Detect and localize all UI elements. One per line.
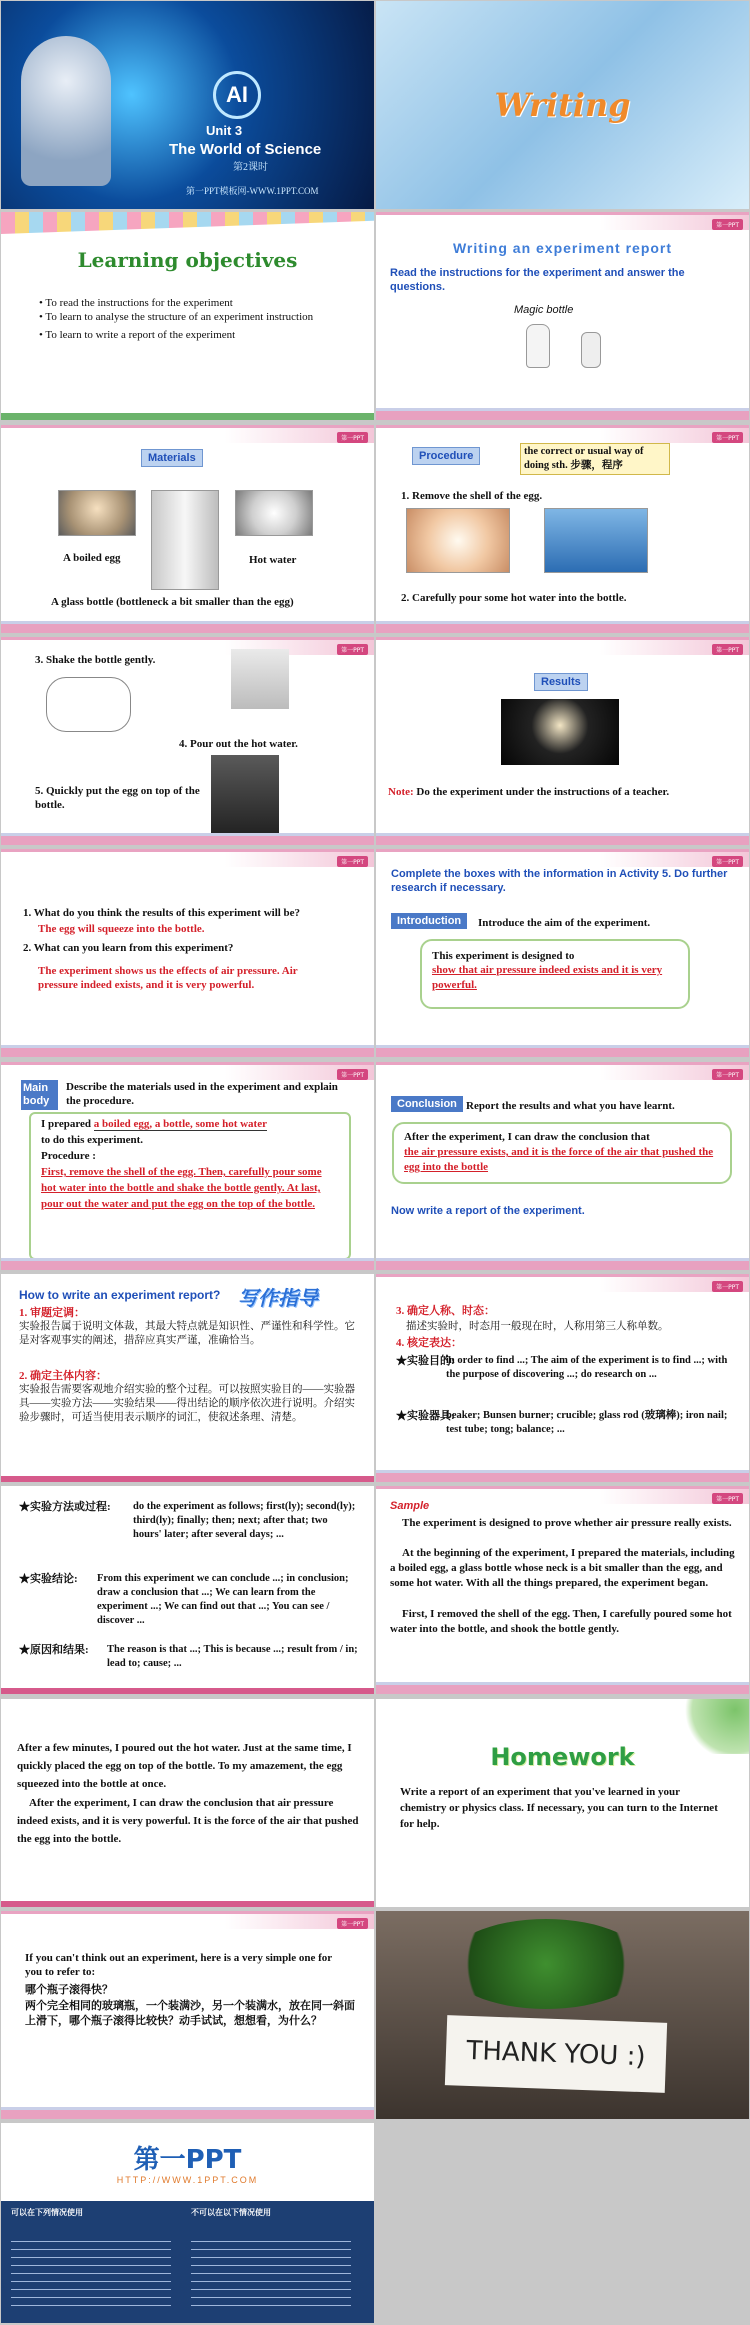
site-label: 第一PPT模板网-WWW.1PPT.COM (186, 186, 319, 196)
bottle-image (581, 332, 601, 368)
slide-sample (376, 1486, 749, 1694)
lesson-label: 第2课时 (233, 162, 268, 173)
prepared-answer: a boiled egg, a bottle, some hot water (93, 1118, 267, 1130)
sample-paragraph-1: The experiment is designed to prove whether air pressure really exists. (402, 1517, 732, 1529)
introduction-desc: Introduce the aim of the experiment. (478, 917, 651, 929)
guide-point-3: 描述实验时，时态用一般现在时，人称用第三人称单数。 (406, 1321, 669, 1332)
main-body-desc: Describe the materials used in the experiment and explain the procedure. (66, 1081, 338, 1107)
cause-phrases: The reason is that ...; This is because ...; result from / in; lead to; cause; ... (107, 1644, 358, 1669)
sample-paragraph-2: At the beginning of the experiment, I prepared the materials, including a boiled egg, a glass bottle whose neck is a bit smaller than the egg, and some hot water. With all the things prepared, the experiment began. (390, 1547, 735, 1589)
brand-badge: 第一PPT (337, 644, 368, 655)
purpose-phrases: in order to find ...; The aim of the experiment is to find ...; with the purpose of discovering ...; do research on ... (446, 1355, 728, 1380)
brand-badge: 第一PPT (712, 1069, 743, 1080)
intro-lead: This experiment is designed to (432, 950, 575, 962)
glass-bottle-image (151, 490, 219, 590)
step-3: 3. Shake the bottle gently. (35, 654, 156, 666)
guide-point-3-title: 3. 确定人称、时态： (396, 1305, 495, 1317)
objectives-list (39, 296, 339, 342)
writing-guide-badge: 写作指导 (238, 1286, 318, 1310)
slide-brand (1, 2123, 374, 2323)
slide-how-to-write (1, 1274, 374, 1482)
shake-bottle-sketch (46, 677, 131, 732)
egg-label: A boiled egg (63, 552, 121, 564)
usage-allowed-heading: 可以在下列情况使用 (11, 2208, 83, 2217)
slide-title-text: The World of Science (169, 141, 322, 158)
sample-paragraph-5: After the experiment, I can draw the conclusion that air pressure indeed exists, and it is very powerful. It is the force of the air that pushed the egg into the bottle. (17, 1797, 359, 1845)
question-2: 2. What can you learn from this experiment? (23, 942, 234, 954)
results-label: Results (534, 673, 588, 691)
extra-question: 哪个瓶子滚得快？ (25, 1984, 113, 1996)
brand-badge: 第一PPT (712, 1493, 743, 1504)
water-label: Hot water (249, 554, 297, 566)
link-list (11, 2241, 171, 2311)
sample-paragraph-4: After a few minutes, I poured out the hot water. Just at the same time, I quickly placed the egg on top of the bottle. To my amazement, the egg squeezed into the bottle at once. (17, 1742, 352, 1790)
result-label: ★实验结论: (19, 1573, 78, 1585)
result-photo (501, 699, 619, 765)
prepared-lead: I prepared (41, 1118, 92, 1130)
prepared-tail: to do this experiment. (41, 1134, 144, 1146)
objective-item: • To learn to write a report of the experiment (39, 329, 236, 341)
write-report-prompt: Now write a report of the experiment. (391, 1205, 585, 1217)
plant-image (446, 1919, 646, 2009)
equipment-phrases: beaker; Bunsen burner; crucible; glass rod (玻璃棒); iron nail; test tube; tong; balance; ... (446, 1410, 728, 1435)
homework-text: Write a report of an experiment that you've learned in your chemistry or physics class. If necessary, you can turn to the Internet for help. (400, 1786, 718, 1830)
objectives-title: Learning objectives (77, 248, 298, 272)
complete-boxes-instruction: Complete the boxes with the information in Activity 5. Do further research if necessary. (391, 868, 728, 894)
writing-title: Writing (494, 86, 631, 124)
note-text: Do the experiment under the instructions of a teacher. (413, 786, 670, 798)
ai-badge: AI (213, 71, 261, 119)
main-body-label: Main body (21, 1080, 58, 1110)
sample-paragraph-3: First, I removed the shell of the egg. Then, I carefully poured some hot water into the bottle, and shook the bottle gently. (390, 1608, 732, 1635)
slide-questions (1, 849, 374, 1057)
objective-item: • To learn to analyse the structure of an experiment instruction (39, 311, 314, 323)
brand-badge: 第一PPT (712, 856, 743, 867)
extra-description: 两个完全相同的玻璃瓶，一个装满沙，另一个装满水，放在同一斜面上滑下，哪个瓶子滚得比较快？动手试试，想想看，为什么？ (25, 2000, 355, 2027)
slide-thank-you (376, 1911, 749, 2119)
homework-title: Homework (490, 1743, 635, 1771)
slide-procedure-1 (376, 425, 749, 633)
usage-forbidden-heading: 不可以在以下情况使用 (191, 2208, 271, 2217)
report-title: Writing an experiment report (452, 240, 673, 256)
step-1: 1. Remove the shell of the egg. (401, 490, 543, 502)
objective-item: • To read the instructions for the experiment (39, 297, 233, 309)
intro-answer: show that air pressure indeed exists and it is very powerful. (432, 964, 663, 991)
robot-image (21, 36, 111, 186)
method-phrases: do the experiment as follows; first(ly); second(ly); third(ly); finally; then; next; after that; two hours' later; after several days; ... (133, 1501, 356, 1540)
how-to-title: How to write an experiment report? (19, 1288, 221, 1302)
procedure-lead: Procedure : (41, 1150, 96, 1162)
slide-sample-cont (1, 1699, 374, 1907)
answer-1: The egg will squeeze into the bottle. (38, 923, 205, 935)
cause-label: ★原因和结果: (19, 1644, 89, 1656)
brand-badge: 第一PPT (712, 644, 743, 655)
instruction-question: Read the instructions for the experiment and answer the questions. (390, 267, 685, 293)
equipment-label: ★实验器具: (396, 1410, 455, 1422)
step-2: 2. Carefully pour some hot water into the bottle. (401, 592, 627, 604)
extra-intro: If you can't think out an experiment, here is a very simple one for you to refer to: (25, 1952, 332, 1978)
slide-conclusion (376, 1062, 749, 1270)
bunting-decor (1, 212, 374, 234)
slide-writing (376, 1, 749, 209)
peel-egg-image (406, 508, 510, 573)
step-4: 4. Pour out the hot water. (179, 738, 298, 750)
procedure-label: Procedure (412, 447, 480, 465)
boiled-egg-image (58, 490, 136, 536)
slide-materials (1, 425, 374, 633)
slide-procedure-2 (1, 637, 374, 845)
procedure-definition: the correct or usual way of doing sth. 步骤，程序 (520, 443, 670, 475)
brand-badge: 第一PPT (337, 1918, 368, 1929)
brand-badge: 第一PPT (337, 1069, 368, 1080)
result-phrases: From this experiment we can conclude ...; in conclusion; draw a conclusion that ...; We can learn from the experiment ...; We can find out that ...; You can see / discover ... (97, 1573, 349, 1626)
slide-homework (376, 1699, 749, 1907)
bottle-label: A glass bottle (bottleneck a bit smaller than the egg) (51, 596, 294, 608)
guide-point-2: 实验报告需要客观地介绍实验的整个过程。可以按照实验目的——实验器具——实验方法——实验结果——得出结论的顺序依次进行说明。介绍实验步骤时，可适当使用表示顺序的词汇，使叙述条理、清楚。 (19, 1384, 355, 1423)
slide-extra (1, 1911, 374, 2119)
guide-point-1: 实验报告属于说明文体裁，其最大特点就是知识性、严谨性和科学性。它是对客观事实的阐述，措辞应真实严谨，准确恰当。 (19, 1321, 355, 1346)
conclusion-label: Conclusion (391, 1096, 463, 1112)
step-5: 5. Quickly put the egg on top of the bottle. (35, 785, 200, 811)
slide-instructions (376, 212, 749, 420)
slide-objectives (1, 212, 374, 420)
slide-introduction (376, 849, 749, 1057)
slide-title (1, 1, 374, 209)
conclusion-desc: Report the results and what you have learnt. (466, 1100, 675, 1112)
materials-label: Materials (141, 449, 203, 467)
conclusion-lead: After the experiment, I can draw the conclusion that (404, 1131, 650, 1143)
procedure-answer: First, remove the shell of the egg. Then, carefully pour some hot water into the bottle and shake the bottle gently. At last, pour out the water and put the egg on the top of the bottle. (41, 1166, 322, 1210)
magic-bottle-caption: Magic bottle (514, 304, 574, 316)
guide-point-4-title: 4. 核定表达： (396, 1337, 462, 1349)
note-label: Note: (388, 786, 414, 798)
pour-water-image (544, 508, 648, 573)
sample-tag: Sample (390, 1500, 430, 1512)
slide-guide-2 (376, 1274, 749, 1482)
guide-point-1-title: 1. 审题定调： (19, 1307, 85, 1319)
thank-you-card: THANK YOU :) (445, 2015, 667, 2093)
egg-on-bottle-image (211, 755, 279, 835)
purpose-label: ★实验目的: (396, 1355, 455, 1367)
slide-main-body (1, 1062, 374, 1270)
brand-badge: 第一PPT (337, 432, 368, 443)
brand-logo: 第一PPT (133, 2145, 242, 2175)
method-label: ★实验方法或过程: (19, 1501, 111, 1513)
brand-badge: 第一PPT (337, 856, 368, 867)
brand-badge: 第一PPT (712, 219, 743, 230)
question-1: 1. What do you think the results of this experiment will be? (23, 907, 301, 919)
slide-results (376, 637, 749, 845)
guide-point-2-title: 2. 确定主体内容： (19, 1370, 107, 1382)
brand-badge: 第一PPT (712, 1281, 743, 1292)
brand-url: HTTP://WWW.1PPT.COM (116, 2175, 259, 2185)
pour-out-image (231, 649, 289, 709)
answer-2: The experiment shows us the effects of air pressure. Air pressure indeed exists, and it is very powerful. (38, 965, 298, 991)
hot-water-image (235, 490, 313, 536)
brand-badge: 第一PPT (712, 432, 743, 443)
unit-label: Unit 3 (206, 123, 243, 138)
link-list (191, 2241, 351, 2311)
slide-guide-3 (1, 1486, 374, 1694)
bottle-image (526, 324, 550, 368)
introduction-label: Introduction (391, 913, 467, 929)
conclusion-answer: the air pressure exists, and it is the force of the air that pushed the egg into the bottle (404, 1146, 714, 1173)
